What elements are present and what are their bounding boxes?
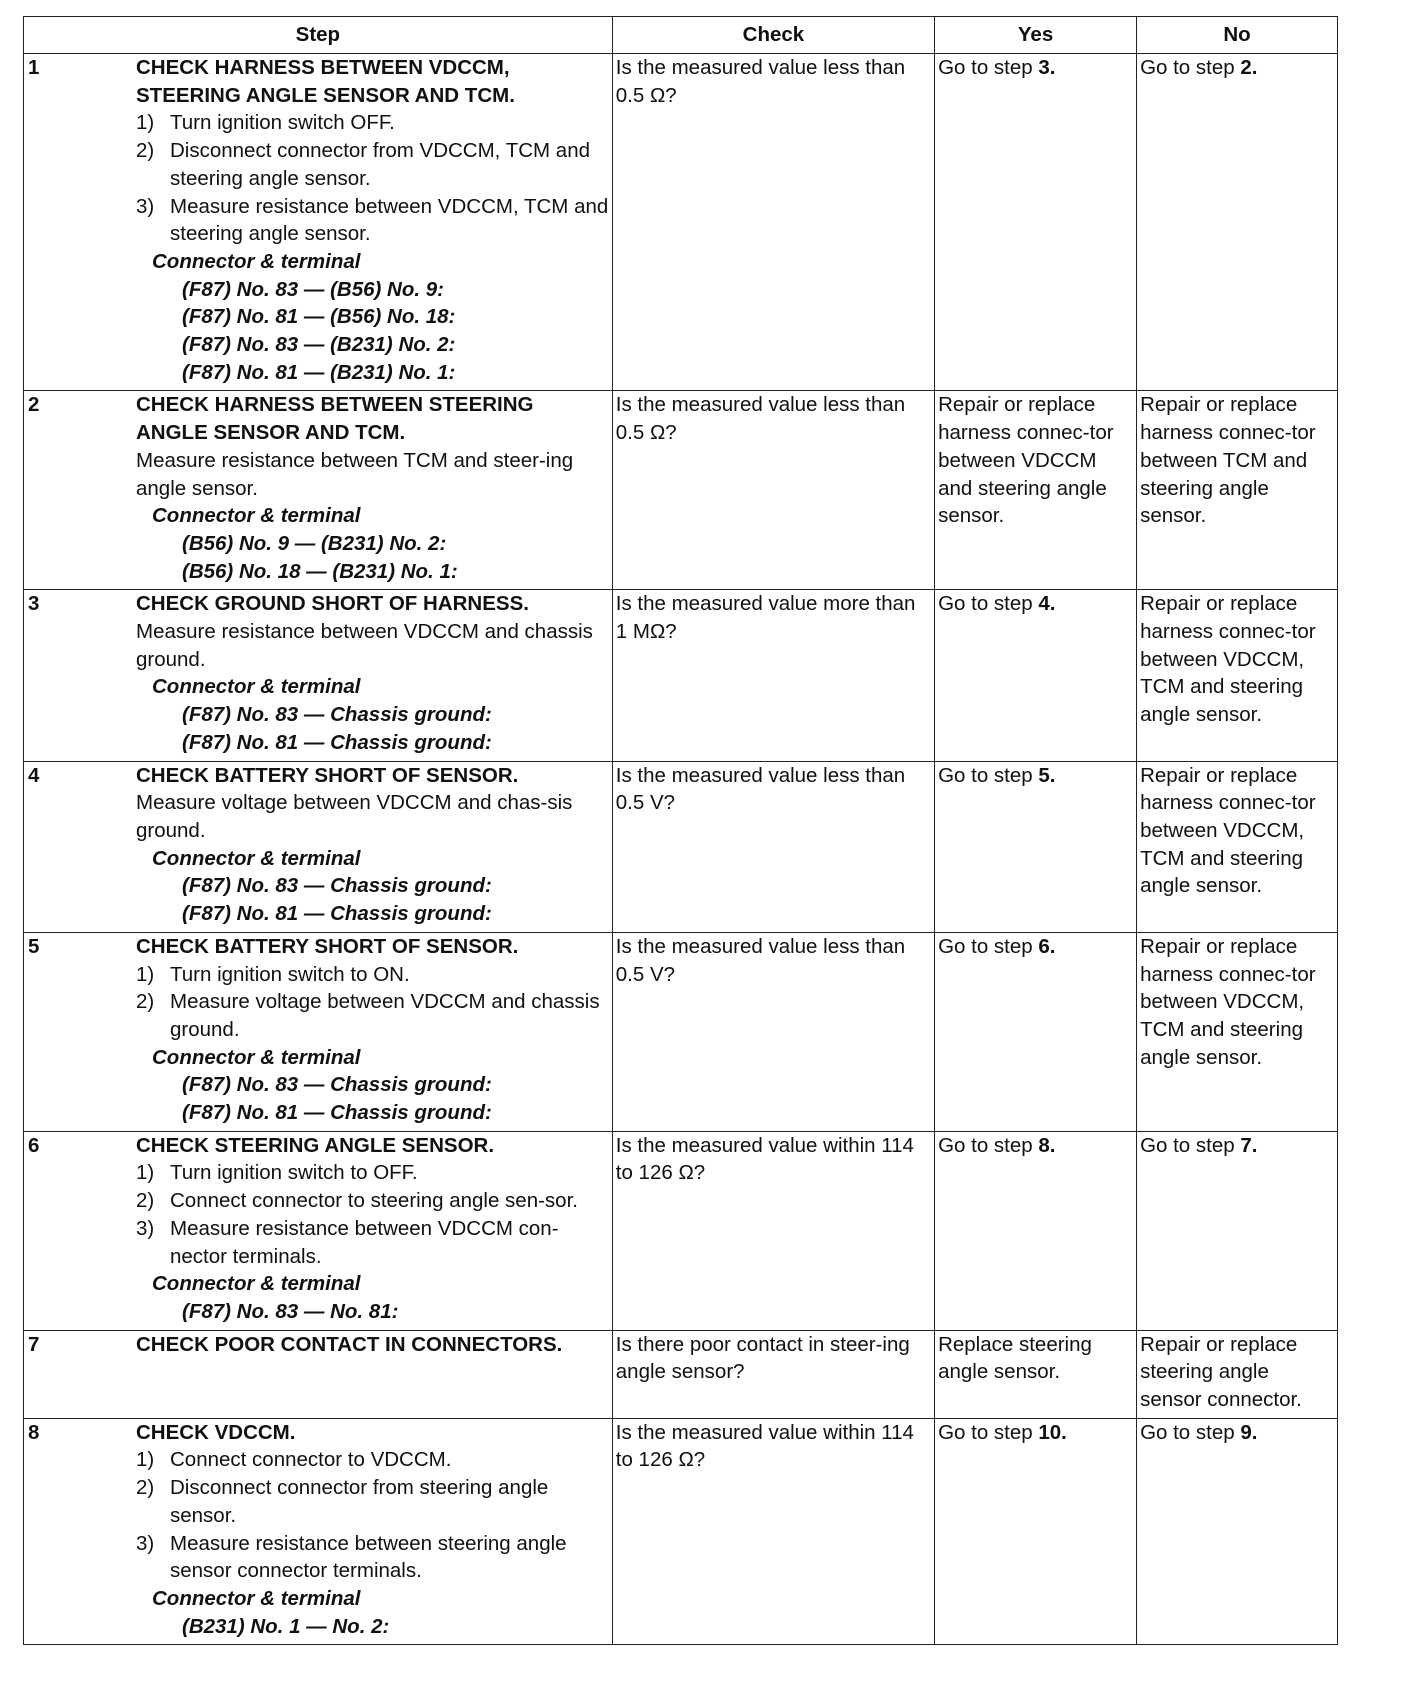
no-cell: Go to step 7. [1137,1131,1338,1330]
connector-item: (F87) No. 83 — Chassis ground: [182,703,492,727]
connector-item: (F87) No. 81 — Chassis ground: [182,730,492,754]
diagnostic-table [23,16,1338,1645]
yes-cell: Repair or replace harness connec-tor between VDCCM and steering angle sensor. [935,391,1137,590]
connector-label: Connector & terminal [152,846,361,870]
step-heading: CHECK HARNESS BETWEEN STEERING ANGLE SENSOR AND TCM. [136,393,534,445]
no-cell: Repair or replace harness connec-tor between VDCCM, TCM and steering angle sensor. [1137,761,1338,932]
step-heading: CHECK BATTERY SHORT OF SENSOR. [136,763,519,787]
no-cell: Repair or replace steering angle sensor connector. [1137,1330,1338,1418]
yes-cell: Go to step 5. [935,761,1137,932]
step-instruction: Measure resistance between VDCCM and chassis ground. [136,620,593,671]
connector-item: (B56) No. 18 — (B231) No. 1: [182,559,458,583]
table-row [24,391,1338,590]
no-cell: Repair or replace harness connec-tor between VDCCM, TCM and steering angle sensor. [1137,590,1338,761]
step-instruction: Measure resistance between TCM and steer-ing angle sensor. [136,448,574,500]
instruction-item: 1) Turn ignition switch OFF. [136,111,395,135]
table-row [24,1330,1338,1418]
table-row [24,932,1338,1131]
header-no: No [1137,17,1338,54]
check-cell: Is the measured value less than 0.5 Ω? [612,391,934,590]
connector-label: Connector & terminal [152,1272,361,1296]
connector-item: (B56) No. 9 — (B231) No. 2: [182,531,447,555]
no-cell: Repair or replace harness connec-tor between VDCCM, TCM and steering angle sensor. [1137,932,1338,1131]
check-cell: Is the measured value within 114 to 126 Ω? [612,1131,934,1330]
header-row [24,17,1338,54]
check-cell: Is the measured value within 114 to 126 Ω? [612,1418,934,1645]
connector-item: (F87) No. 81 — (B231) No. 1: [182,360,456,384]
header-yes: Yes [935,17,1137,54]
step-cell [24,54,613,391]
connector-item: (F87) No. 83 — No. 81: [182,1299,399,1323]
table-row [24,1131,1338,1330]
instruction-item: 2) Connect connector to steering angle sen-sor. [136,1189,578,1213]
connector-item: (F87) No. 81 — Chassis ground: [182,1101,492,1125]
connector-label: Connector & terminal [152,504,361,528]
check-cell: Is the measured value more than 1 MΩ? [612,590,934,761]
instruction-item: 2) Disconnect connector from VDCCM, TCM and steering angle sensor. [136,139,591,190]
step-instructions [136,1159,609,1270]
instruction-item: 1) Connect connector to VDCCM. [136,1448,452,1472]
step-heading: CHECK POOR CONTACT IN CONNECTORS. [136,1332,563,1356]
no-cell: Go to step 9. [1137,1418,1338,1645]
connector-item: (F87) No. 83 — Chassis ground: [182,1073,492,1097]
yes-cell: Replace steering angle sensor. [935,1330,1137,1418]
step-instructions [136,109,609,248]
check-cell: Is the measured value less than 0.5 V? [612,761,934,932]
step-number: 7 [28,1332,40,1356]
step-heading: CHECK STEERING ANGLE SENSOR. [136,1133,495,1157]
step-number: 1 [28,56,40,79]
step-cell [24,1330,613,1418]
check-cell: Is the measured value less than 0.5 V? [612,932,934,1131]
step-number: 4 [28,763,40,787]
no-cell: Repair or replace harness connec-tor between TCM and steering angle sensor. [1137,391,1338,590]
instruction-item: 1) Turn ignition switch to ON. [136,962,410,986]
instruction-item: 3) Measure resistance between VDCCM con-nector terminals. [136,1216,559,1268]
instruction-item: 3) Measure resistance between VDCCM, TCM and steering angle sensor. [136,194,609,246]
step-number: 6 [28,1133,40,1157]
table-row [24,54,1338,391]
header-step: Step [24,17,613,54]
check-cell: Is there poor contact in steer-ing angle sensor? [612,1330,934,1418]
header-check: Check [612,17,934,54]
no-cell: Go to step 2. [1137,54,1338,391]
yes-cell: Go to step 6. [935,932,1137,1131]
table-row [24,761,1338,932]
step-heading: CHECK HARNESS BETWEEN VDCCM, STEERING ANGLE SENSOR AND TCM. [136,56,515,107]
connector-label: Connector & terminal [152,1045,361,1069]
connector-item: (F87) No. 81 — Chassis ground: [182,902,492,926]
connector-item: (F87) No. 83 — (B56) No. 9: [182,277,444,301]
connector-item: (F87) No. 83 — (B231) No. 2: [182,333,456,357]
step-number: 3 [28,592,40,616]
connector-label: Connector & terminal [152,675,361,699]
step-heading: CHECK BATTERY SHORT OF SENSOR. [136,934,519,958]
step-heading: CHECK GROUND SHORT OF HARNESS. [136,592,529,616]
step-instruction: Measure voltage between VDCCM and chas-sis ground. [136,791,573,842]
step-number: 2 [28,393,40,417]
yes-cell: Go to step 10. [935,1418,1137,1645]
table-row [24,1418,1338,1645]
step-heading: CHECK VDCCM. [136,1420,296,1444]
instruction-item: 2) Disconnect connector from steering angle sensor. [136,1476,549,1527]
step-number: 8 [28,1420,40,1444]
instruction-item: 1) Turn ignition switch to OFF. [136,1161,418,1185]
yes-cell: Go to step 8. [935,1131,1137,1330]
instruction-item: 2) Measure voltage between VDCCM and chassis ground. [136,990,600,1041]
table-row [24,590,1338,761]
step-cell [24,1418,613,1645]
connector-item: (F87) No. 81 — (B56) No. 18: [182,305,456,329]
step-number: 5 [28,934,40,958]
connector-item: (B231) No. 1 — No. 2: [182,1614,390,1638]
step-cell [24,932,613,1131]
step-instructions [136,1446,609,1585]
step-cell [24,1131,613,1330]
step-cell [24,590,613,761]
check-cell: Is the measured value less than 0.5 Ω? [612,54,934,391]
yes-cell: Go to step 4. [935,590,1137,761]
connector-label: Connector & terminal [152,249,361,273]
step-cell [24,761,613,932]
step-instructions [136,961,609,1044]
instruction-item: 3) Measure resistance between steering angle sensor connector terminals. [136,1531,567,1583]
step-cell [24,391,613,590]
connector-item: (F87) No. 83 — Chassis ground: [182,874,492,898]
connector-label: Connector & terminal [152,1586,361,1610]
yes-cell: Go to step 3. [935,54,1137,391]
